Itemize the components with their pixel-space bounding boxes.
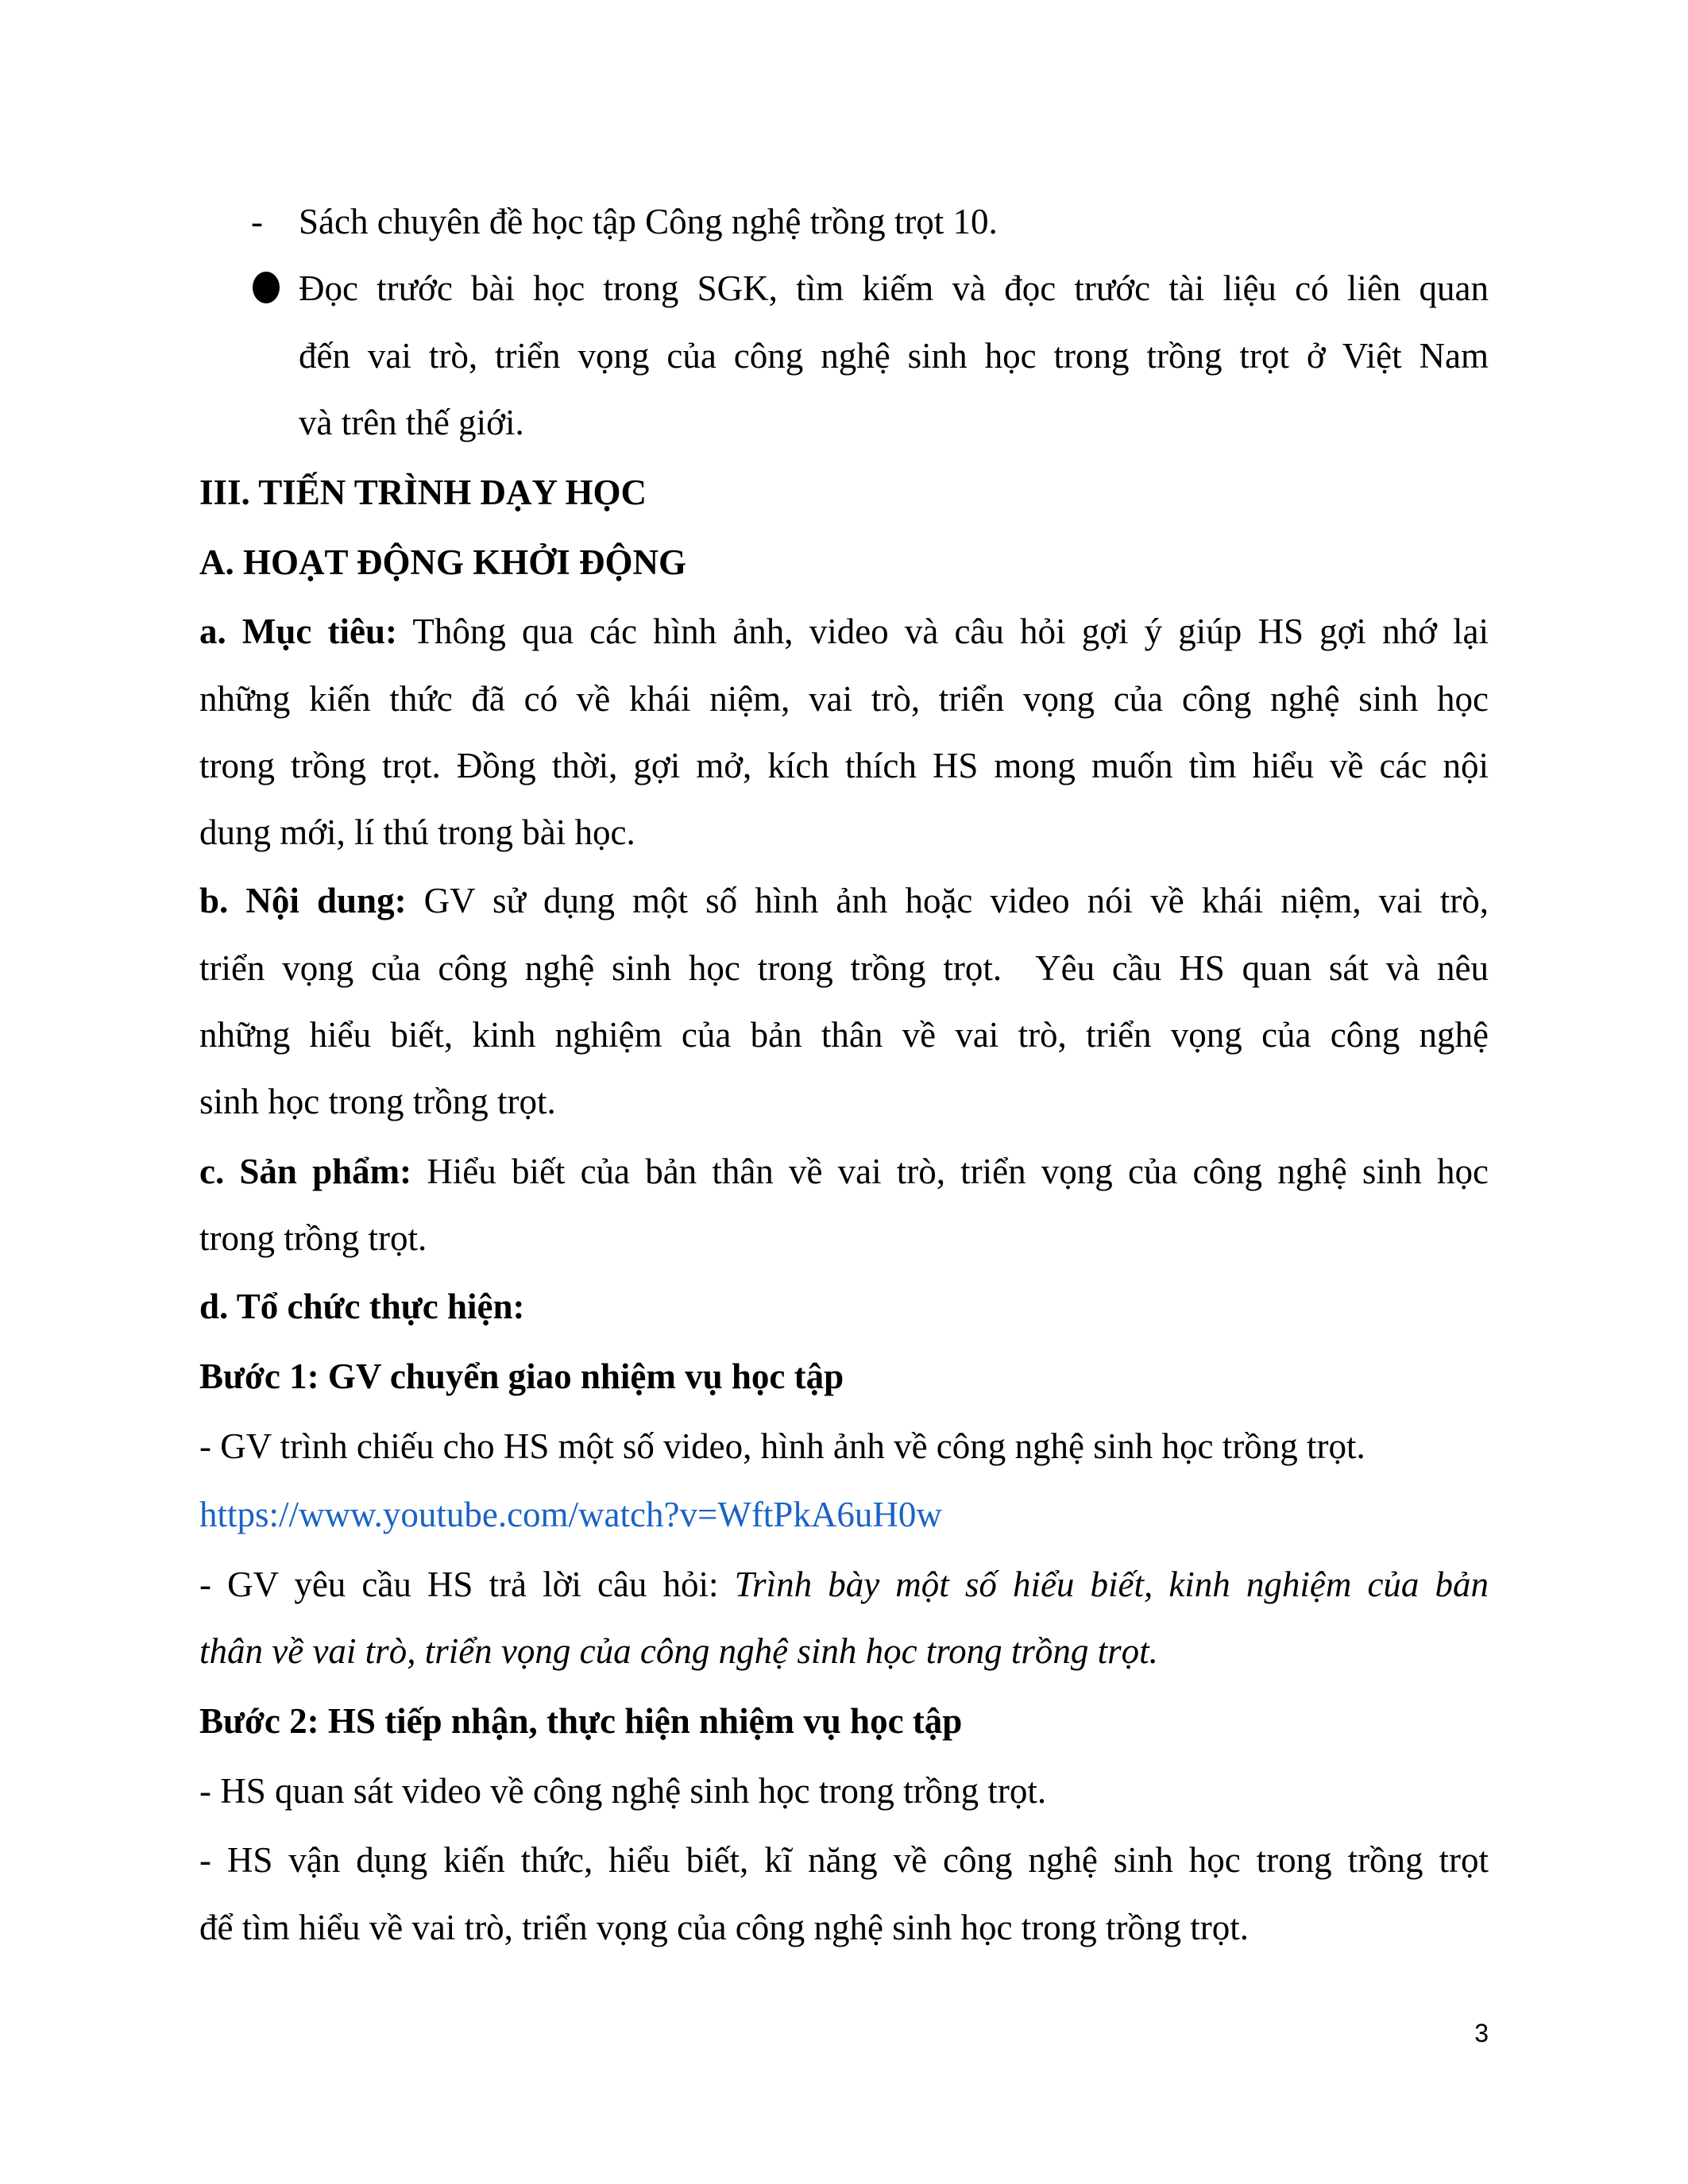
content-label: b. Nội dung: (199, 881, 407, 920)
objective-line: trong trồng trọt. Đồng thời, gợi mở, kích thích HS mong muốn tìm hiểu về các nội (199, 746, 1489, 785)
product-text: Hiểu biết của bản thân về vai trò, triển vọng của công nghệ sinh học (411, 1152, 1489, 1191)
content-line: triển vọng của công nghệ sinh học trong trồng trọt. Yêu cầu HS quan sát và nêu (199, 948, 1489, 988)
objective-line: những kiến thức đã có về khái niệm, vai trò, triển vọng của công nghệ sinh học (199, 679, 1489, 719)
youtube-link[interactable]: https://www.youtube.com/watch?v=WftPkA6uH0w (199, 1495, 942, 1534)
content-text: GV sử dụng một số hình ảnh hoặc video nói về khái niệm, vai trò, (406, 881, 1489, 920)
objective-label: a. Mục tiêu: (199, 612, 397, 651)
objective-line (199, 598, 1489, 665)
product-line: trong trồng trọt. (199, 1218, 427, 1258)
bullet-icon (253, 272, 280, 303)
page-number: 3 (1474, 2019, 1489, 2047)
step1-line: - GV trình chiếu cho HS một số video, hình ảnh về công nghệ sinh học trồng trọt. (199, 1426, 1365, 1466)
section-heading: III. TIẾN TRÌNH DẠY HỌC (199, 473, 647, 512)
step2-line: để tìm hiểu về vai trò, triển vọng của công nghệ sinh học trong trồng trọt. (199, 1908, 1249, 1947)
step2-line: - HS quan sát video về công nghệ sinh học trong trồng trọt. (199, 1771, 1047, 1811)
materials-dash-item: Sách chuyên đề học tập Công nghệ trồng trọt 10. (299, 202, 998, 241)
step1-question-line: thân về vai trò, triển vọng của công nghệ sinh học trong trồng trọt. (199, 1631, 1158, 1671)
step1-title: Bước 1: GV chuyển giao nhiệm vụ học tập (199, 1356, 844, 1396)
step2-line: - HS vận dụng kiến thức, hiểu biết, kĩ năng về công nghệ sinh học trong trồng trọt (199, 1840, 1489, 1880)
question-text: Trình bày một số hiểu biết, kinh nghiệm của bản (734, 1565, 1489, 1604)
content-line: những hiểu biết, kinh nghiệm của bản thân về vai trò, triển vọng của công nghệ (199, 1015, 1489, 1055)
organization-heading: d. Tổ chức thực hiện: (199, 1287, 525, 1326)
content-line: sinh học trong trồng trọt. (199, 1082, 556, 1121)
product-line (199, 1138, 1489, 1205)
content-line (199, 867, 1489, 934)
step1-question-line (199, 1551, 1489, 1618)
objective-text: Thông qua các hình ảnh, video và câu hỏi gợi ý giúp HS gợi nhớ lại (397, 612, 1489, 651)
activity-heading: A. HOẠT ĐỘNG KHỞI ĐỘNG (199, 542, 686, 582)
materials-bullet-line: và trên thế giới. (299, 403, 524, 442)
product-label: c. Sản phẩm: (199, 1152, 412, 1191)
question-prefix: - GV yêu cầu HS trả lời câu hỏi: (199, 1565, 735, 1604)
materials-bullet-line: đến vai trò, triển vọng của công nghệ sinh học trong trồng trọt ở Việt Nam (299, 336, 1489, 376)
materials-bullet-line: Đọc trước bài học trong SGK, tìm kiếm và đọc trước tài liệu có liên quan (299, 268, 1489, 308)
step2-title: Bước 2: HS tiếp nhận, thực hiện nhiệm vụ học tập (199, 1701, 963, 1741)
objective-line: dung mới, lí thú trong bài học. (199, 812, 635, 852)
dash-marker: - (251, 202, 263, 241)
